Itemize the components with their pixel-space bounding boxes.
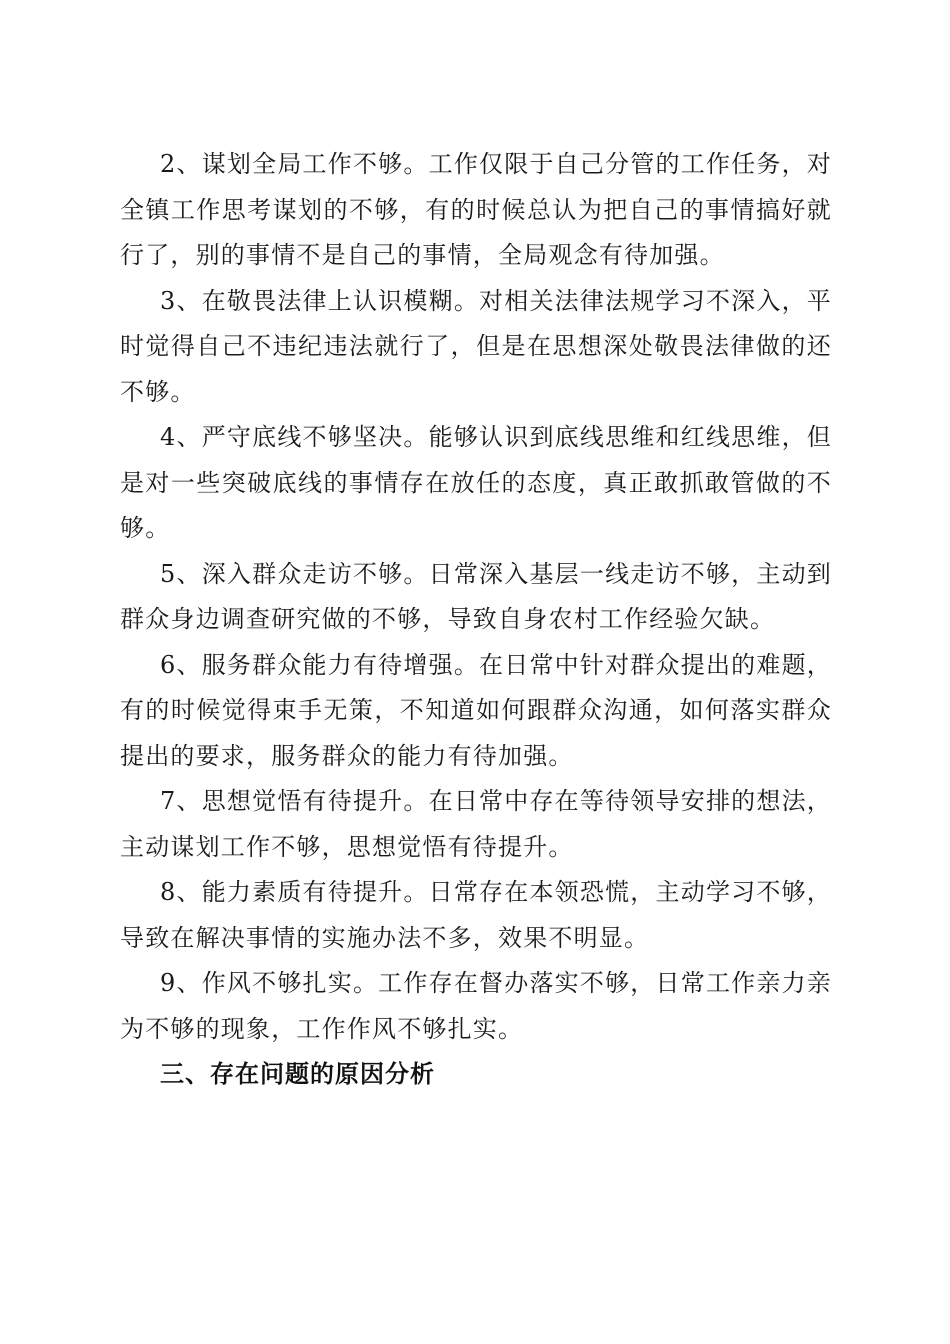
paragraph-item-2: 2、谋划全局工作不够。工作仅限于自己分管的工作任务，对全镇工作思考谋划的不够，有的时候总认为把自己的事情搞好就行了，别的事情不是自己的事情，全局观念有待加强。 bbox=[120, 150, 832, 269]
paragraph-item-7: 7、思想觉悟有待提升。在日常中存在等待领导安排的想法，主动谋划工作不够，思想觉悟有待提升。 bbox=[120, 787, 832, 861]
paragraph-item-8: 8、能力素质有待提升。日常存在本领恐慌，主动学习不够，导致在解决事情的实施办法不多，效果不明显。 bbox=[120, 878, 832, 952]
paragraph-item-9: 9、作风不够扎实。工作存在督办落实不够，日常工作亲力亲为不够的现象，工作作风不够扎实。 bbox=[120, 969, 832, 1043]
paragraph-item-3: 3、在敬畏法律上认识模糊。对相关法律法规学习不深入，平时觉得自己不违纪违法就行了，但是在思想深处敬畏法律做的还不够。 bbox=[120, 286, 832, 406]
paragraph-item-6: 6、服务群众能力有待增强。在日常中针对群众提出的难题，有的时候觉得束手无策，不知道如何跟群众沟通，如何落实群众提出的要求，服务群众的能力有待加强。 bbox=[120, 650, 832, 770]
paragraph-item-4: 4、严守底线不够坚决。能够认识到底线思维和红线思维，但是对一些突破底线的事情存在放任的态度，真正敢抓敢管做的不够。 bbox=[120, 423, 832, 542]
document-body bbox=[120, 142, 832, 1098]
paragraph-item-5: 5、深入群众走访不够。日常深入基层一线走访不够，主动到群众身边调查研究做的不够，导致自身农村工作经验欠缺。 bbox=[120, 559, 832, 633]
section-heading: 三、存在问题的原因分析 bbox=[160, 1060, 435, 1088]
